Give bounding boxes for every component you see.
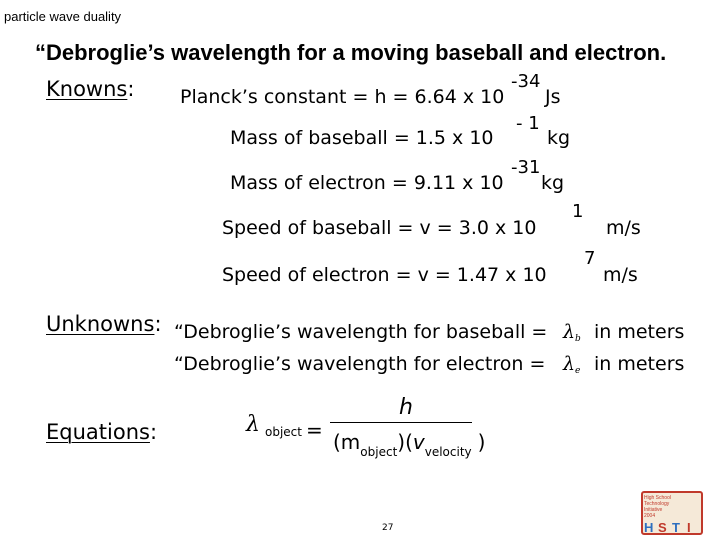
fraction-bar <box>330 422 472 423</box>
unknown-electron-unit: in meters <box>594 353 685 375</box>
speed-electron-exponent: 7 <box>584 248 596 269</box>
speed-baseball-text: Speed of baseball = v = 3.0 x 10 <box>222 217 537 239</box>
unknowns-colon: : <box>154 312 162 336</box>
lambda-object-subscript: object <box>265 425 302 439</box>
planck-unit: Js <box>545 86 561 108</box>
unknown-baseball-unit: in meters <box>594 321 685 343</box>
school-logo <box>641 491 703 535</box>
mass-electron-exponent: -31 <box>511 157 541 178</box>
denominator-middle: )( <box>397 430 413 454</box>
mass-electron-unit: kg <box>541 172 565 194</box>
equation-denominator <box>333 430 486 459</box>
header-label: particle wave duality <box>4 9 122 24</box>
mass-baseball-unit: kg <box>547 127 571 149</box>
logo-letter-t: T <box>672 520 680 535</box>
unknowns-heading <box>46 312 162 336</box>
lambda-object-symbol: λ <box>246 412 260 437</box>
speed-baseball-exponent: 1 <box>572 201 584 222</box>
equations-label: Equations <box>46 420 150 444</box>
logo-text-line-3: Initiative <box>644 507 663 513</box>
page-number: 27 <box>382 523 394 533</box>
unknown-baseball-text: “Debroglie’s wavelength for baseball = <box>174 321 548 343</box>
planck-exponent: -34 <box>511 71 541 92</box>
slide-title: “Debroglie’s wavelength for a moving baseball and electron. <box>35 40 667 65</box>
mass-baseball-text: Mass of baseball = 1.5 x 10 <box>230 127 494 149</box>
knowns-label: Knowns <box>46 77 128 101</box>
unknown-electron-text: “Debroglie’s wavelength for electron = <box>174 353 546 375</box>
equation-equals: = <box>306 418 323 442</box>
knowns-colon: : <box>127 77 135 101</box>
velocity-subscript: velocity <box>424 445 472 459</box>
planck-constant-text: Planck’s constant = h = 6.64 x 10 <box>180 86 505 108</box>
lambda-b-symbol: $\lambda_b$ <box>563 321 581 344</box>
knowns-heading <box>46 77 134 101</box>
speed-electron-text: Speed of electron = v = 1.47 x 10 <box>222 264 547 286</box>
equations-colon: : <box>149 420 158 444</box>
speed-baseball-unit: m/s <box>606 217 641 239</box>
mass-electron-text: Mass of electron = 9.11 x 10 <box>230 172 504 194</box>
equation-numerator: h <box>399 395 413 420</box>
logo-letter-i: I <box>687 520 691 535</box>
logo-letter-s: S <box>658 520 667 535</box>
unknowns-label: Unknowns <box>46 312 155 336</box>
logo-text-line-4: 2004 <box>644 513 656 519</box>
logo-text-line-2: Technology <box>644 501 670 507</box>
logo-text-line-1: High School <box>644 495 671 501</box>
mass-baseball-exponent: - 1 <box>516 113 540 134</box>
logo-letter-h: H <box>644 520 654 535</box>
velocity-symbol: v <box>412 430 425 454</box>
equations-heading <box>46 420 157 444</box>
denominator-close: ) <box>477 430 486 454</box>
denominator-open: (m <box>333 430 361 454</box>
speed-electron-unit: m/s <box>603 264 638 286</box>
lambda-e-symbol: $\lambda_e$ <box>563 353 581 376</box>
mass-subscript: object <box>360 445 398 459</box>
